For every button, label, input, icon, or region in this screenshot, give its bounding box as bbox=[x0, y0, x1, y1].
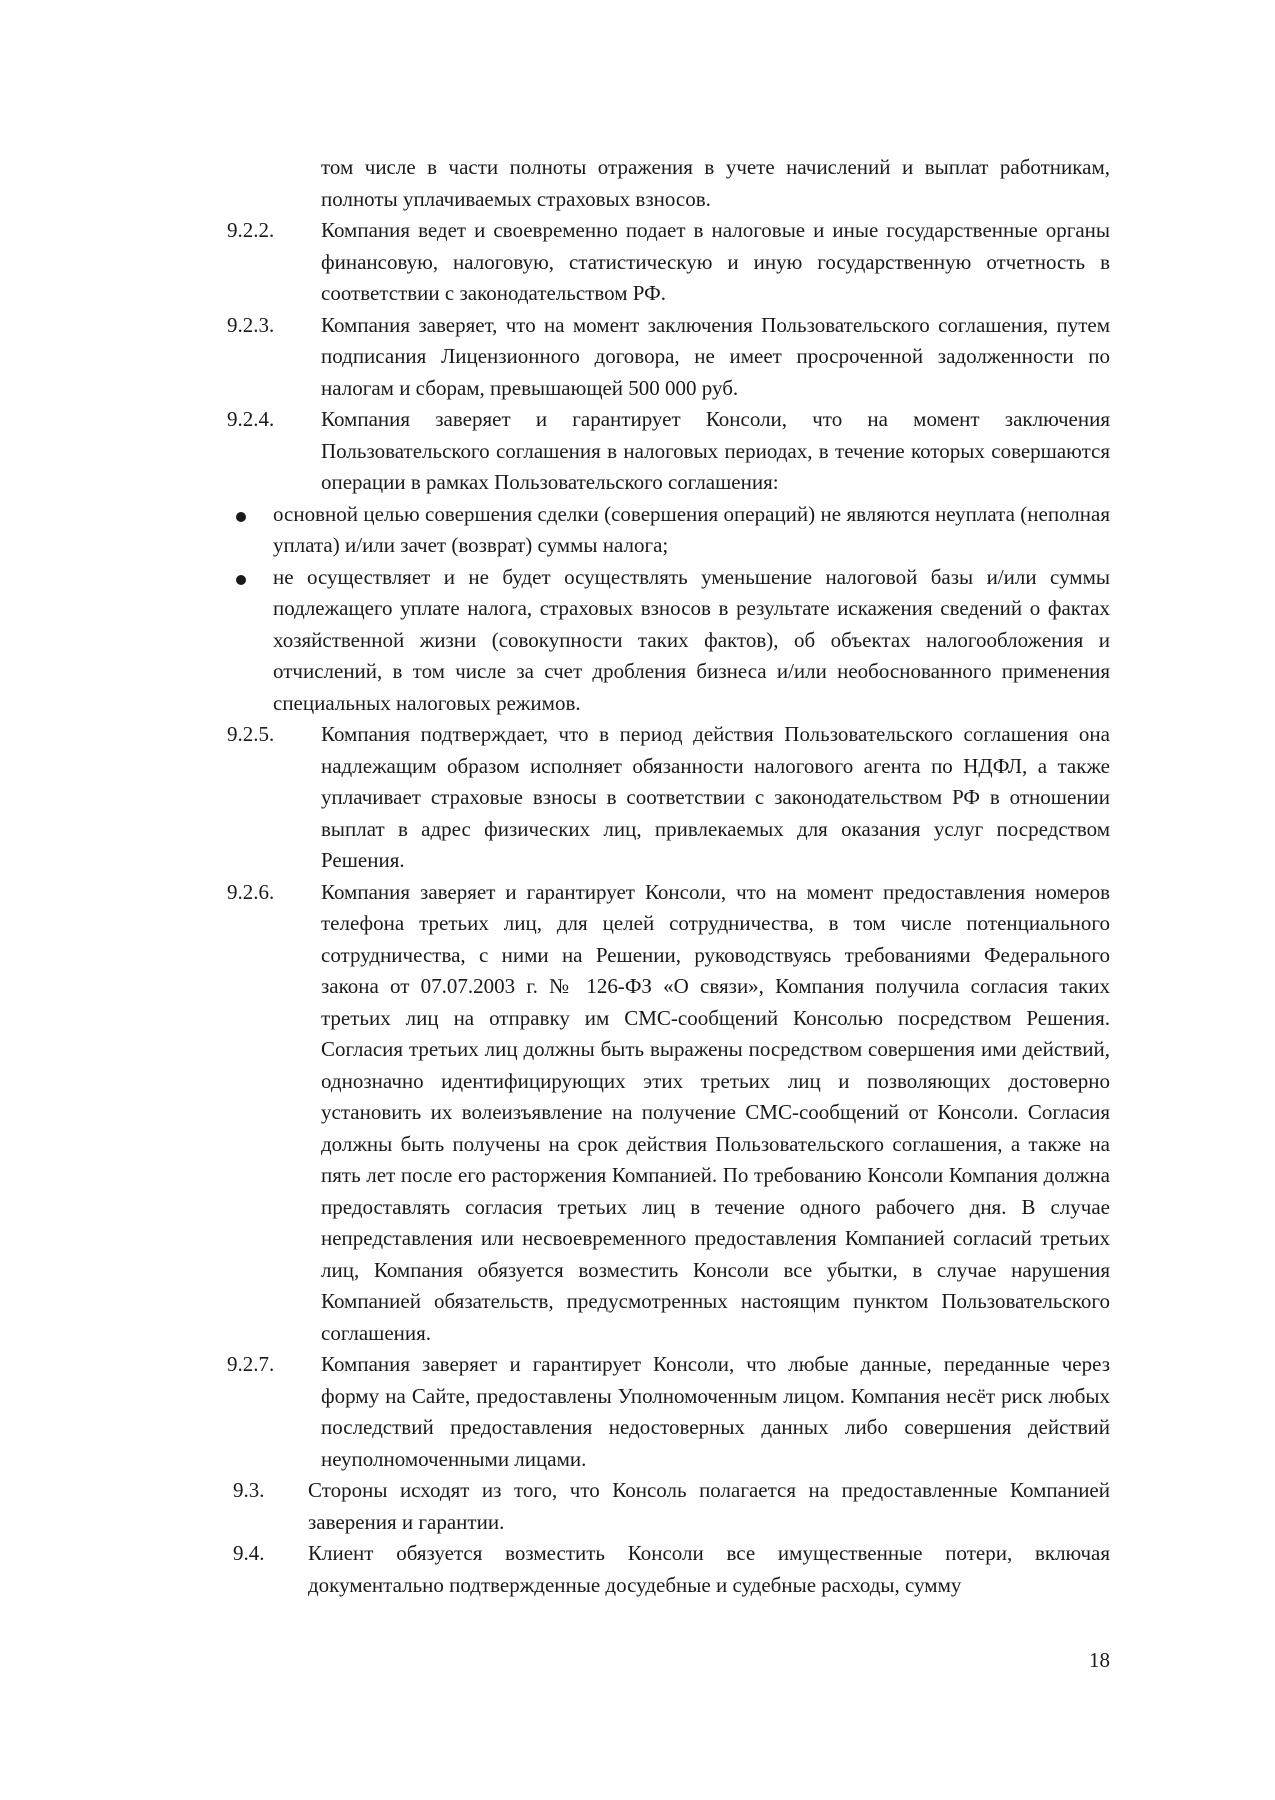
clause-9-4 bbox=[227, 1538, 1110, 1601]
clause-text: Компания заверяет, что на момент заключения Пользовательского соглашения, путем подписания Лицензионного договора, не имеет просроченной задолженности по налогам и сборам, превышающей 500 000 руб. bbox=[321, 312, 1110, 400]
clause-number: 9.3. bbox=[233, 1478, 265, 1502]
clause-number: 9.2.6. bbox=[227, 879, 275, 904]
clause-text: Компания заверяет и гарантирует Консоли, что на момент предоставления номеров телефона третьих лиц, для целей сотрудничества, в том числе потенциального сотрудничества, с ними на Решении, руководствуясь требованиями Федерального закона от 07.07.2003 г. № 126-ФЗ «О связи», Компания получила согласия таких третьих лиц на отправку им СМС-сообщений Консолью посредством Решения. Согласия третьих лиц должны быть выражены посредством совершения ими действий, однозначно идентифицирующих этих третьих лиц и позволяющих достоверно установить их волеизъявление на получение СМС-сообщений от Консоли. Согласия должны быть получены на срок действия Пользовательского соглашения, а также на пять лет после его расторжения Компанией. По требованию Консоли Компания должна предоставлять согласия третьих лиц в течение одного рабочего дня. В случае непредставления или несвоевременного предоставления Компанией согласий третьих лиц, Компания обязуется возместить Консоли все убытки, в случае нарушения Компанией обязательств, предусмотренных настоящим пунктом Пользовательского соглашения. bbox=[321, 879, 1110, 1345]
clause-text: Клиент обязуется возместить Консоли все имущественные потери, включая документально подтвержденные досудебные и судебные расходы, сумму bbox=[308, 1541, 1110, 1597]
clause-9-2-5 bbox=[227, 719, 1110, 877]
bullet-item bbox=[227, 562, 1110, 720]
clause-9-3 bbox=[227, 1475, 1110, 1538]
clause-number: 9.2.2. bbox=[227, 218, 275, 242]
document-body bbox=[227, 152, 1110, 1601]
clause-number: 9.2.4. bbox=[227, 407, 275, 431]
clause-text: Стороны исходят из того, что Консоль полагается на предоставленные Компанией заверения и гарантии. bbox=[308, 1478, 1110, 1534]
clause-number: 9.2.5. bbox=[227, 722, 275, 746]
clause-text: Компания подтверждает, что в период действия Пользовательского соглашения она надлежащим образом исполняет обязанности налогового агента по НДФЛ, а также уплачивает страховые взносы в соответствии с законодательством РФ в отношении выплат в адрес физических лиц, привлекаемых для оказания услуг посредством Решения. bbox=[321, 722, 1110, 872]
bullet-dot-icon bbox=[236, 575, 246, 585]
clause-9-2-7 bbox=[227, 1349, 1110, 1475]
paragraph-continuation bbox=[227, 152, 1110, 215]
bullet-item bbox=[227, 499, 1110, 562]
clause-9-2-2 bbox=[227, 215, 1110, 310]
clause-9-2-6 bbox=[227, 877, 1110, 1350]
bullet-text: не осуществляет и не будет осуществлять уменьшение налоговой базы и/или суммы подлежащего уплате налога, страховых взносов в результате искажения сведений о фактах хозяйственной жизни (совокупности таких фактов), об объектах налогообложения и отчислений, в том числе за счет дробления бизнеса и/или необоснованного применения специальных налоговых режимов. bbox=[273, 564, 1110, 715]
page-number: 18 bbox=[1089, 1648, 1110, 1672]
clause-text: Компания ведет и своевременно подает в налоговые и иные государственные органы финансовую, налоговую, статистическую и иную государственную отчетность в соответствии с законодательством РФ. bbox=[321, 218, 1110, 305]
clause-number: 9.4. bbox=[233, 1541, 265, 1565]
clause-9-2-3 bbox=[227, 310, 1110, 405]
clause-9-2-4 bbox=[227, 404, 1110, 499]
clause-text: Компания заверяет и гарантирует Консоли, что на момент заключения Пользовательского соглашения в налоговых периодах, в течение которых совершаются операции в рамках Пользовательского соглашения: bbox=[321, 407, 1110, 494]
clause-number: 9.2.7. bbox=[227, 1352, 275, 1376]
bullet-text: основной целью совершения сделки (совершения операций) не являются неуплата (неполная уплата) и/или зачет (возврат) суммы налога; bbox=[273, 501, 1110, 557]
clause-number: 9.2.3. bbox=[227, 312, 275, 337]
clause-text: Компания заверяет и гарантирует Консоли, что любые данные, переданные через форму на Сайте, предоставлены Уполномоченным лицом. Компания несёт риск любых последствий предоставления недостоверных данных либо совершения действий неуполномоченными лицами. bbox=[321, 1352, 1110, 1471]
paragraph-text: том числе в части полноты отражения в учете начислений и выплат работникам, полноты уплачиваемых страховых взносов. bbox=[321, 155, 1110, 211]
bullet-dot-icon bbox=[236, 512, 246, 522]
